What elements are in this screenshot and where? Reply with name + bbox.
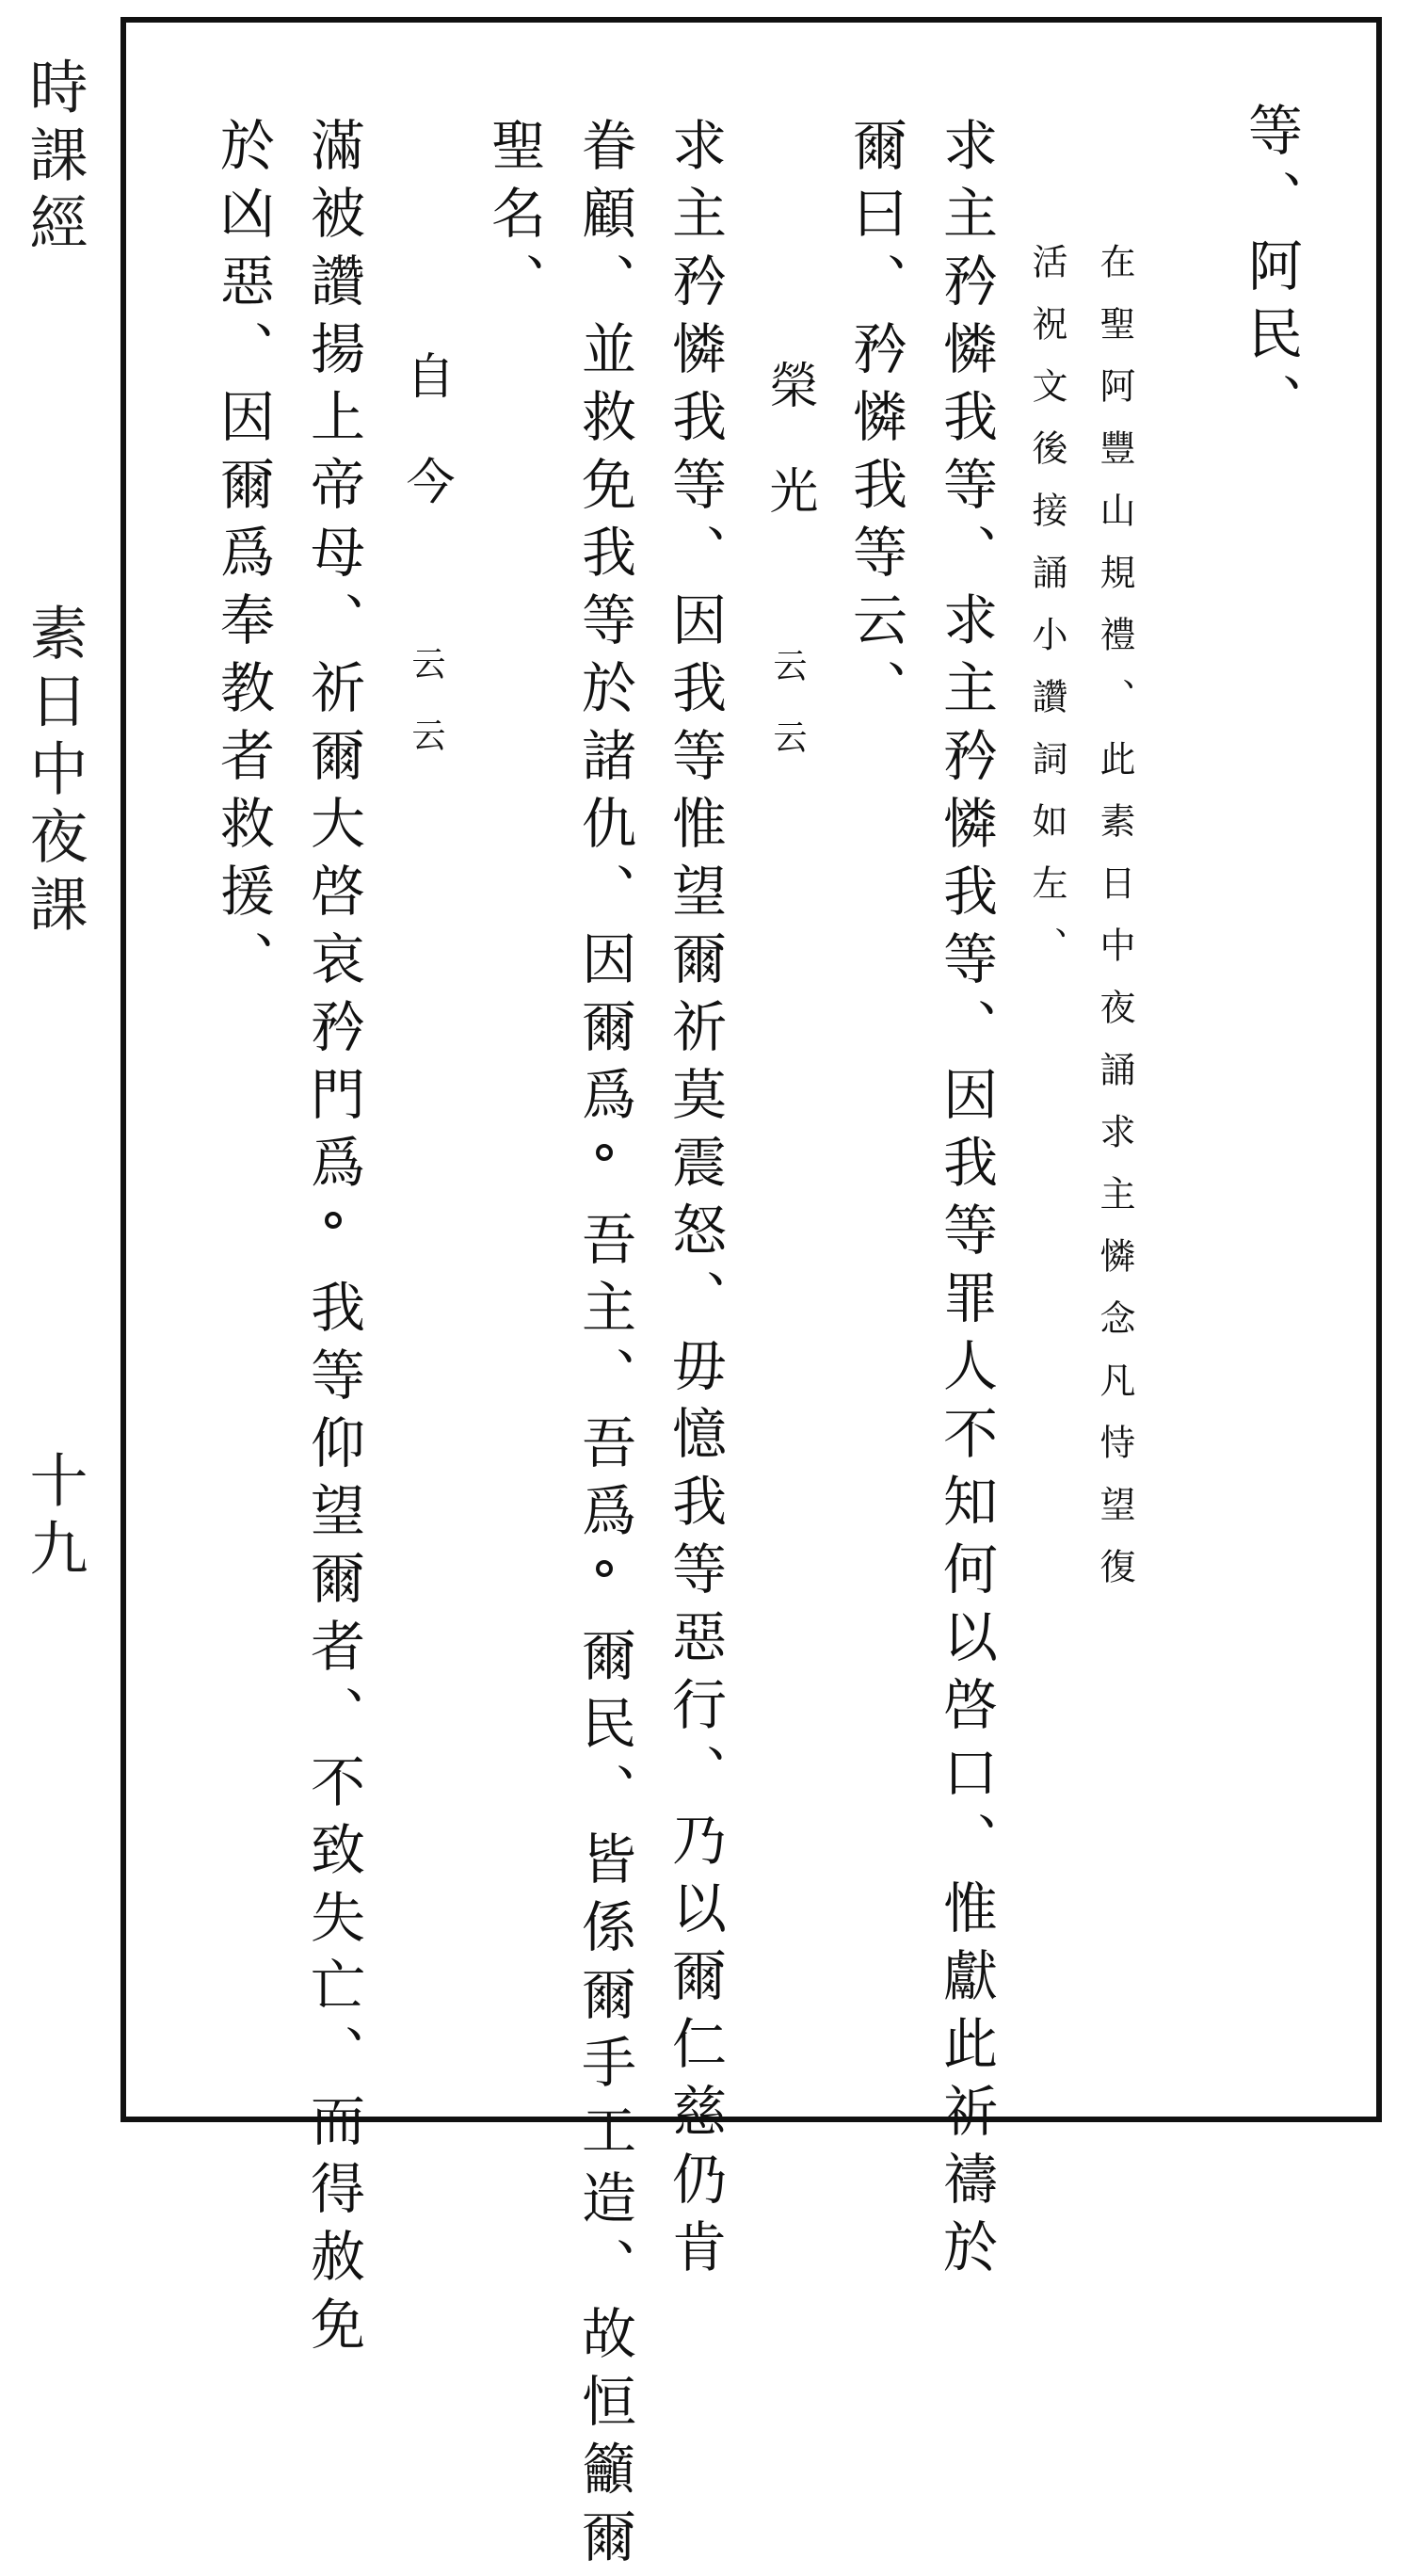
rubric-column-2: 活祝文後接誦小讚詞如左、: [1026, 243, 1067, 989]
running-title: 時課經: [20, 56, 88, 260]
section-title: 素日中夜課: [20, 603, 88, 942]
text-column-6: 聖名、: [482, 117, 546, 320]
text-column-4: 求主矜憐我等、因我等惟望爾祈莫震怒、毋憶我等惡行、乃以爾仁慈仍肯: [663, 117, 727, 2286]
text-column-8: 於凶惡、因爾爲奉教者救援、: [211, 117, 275, 998]
now-rubric: 云云: [407, 646, 445, 789]
page-number: 十九: [20, 1450, 88, 1586]
rubric-column-1: 在聖阿豐山規禮、此素日中夜誦求主憐念凡恃望復: [1094, 243, 1135, 1610]
text-column-7: 滿被讚揚上帝母、祈爾大啓哀矜門爲°我等仰望爾者、不致失亡、而得赦免: [301, 117, 365, 2363]
doxology-heading: 榮光: [761, 360, 817, 571]
text-column-3: 爾曰、矜憐我等云、: [843, 117, 907, 727]
doxology-rubric: 云云: [768, 648, 807, 791]
text-column-2: 求主矜憐我等、求主矜憐我等、因我等罪人不知何以啓口、惟獻此祈禱於: [934, 117, 998, 2286]
now-heading: 自今: [397, 350, 454, 561]
text-column-5: 眷顧、並救免我等於諸仇、因爾爲°吾主、吾爲°爾民、皆係爾手工造、故恒籲爾: [572, 117, 636, 2576]
text-column-1: 等、阿民、: [1239, 102, 1303, 441]
